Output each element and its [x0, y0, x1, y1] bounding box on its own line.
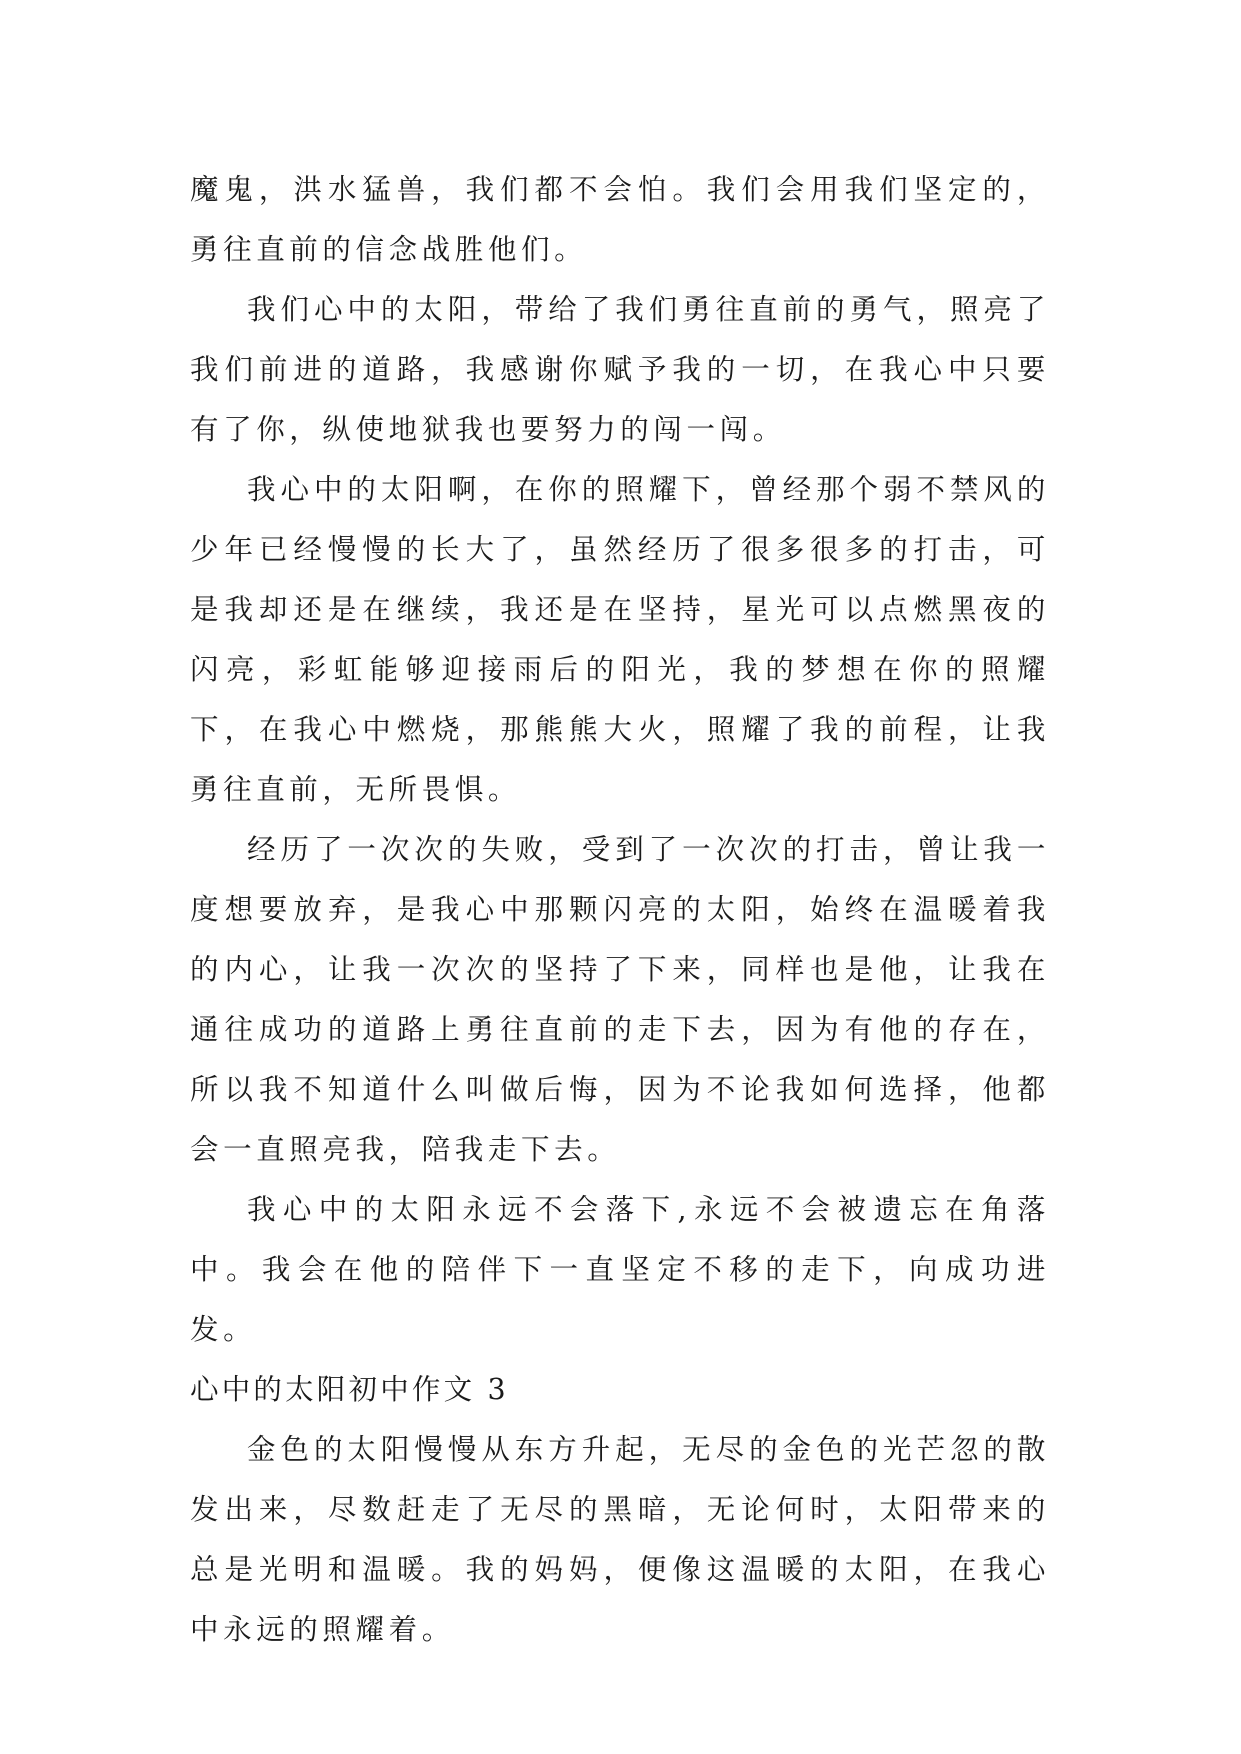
paragraph: 我心中的太阳啊，在你的照耀下，曾经那个弱不禁风的少年已经慢慢的长大了，虽然经历了很多很多的打击，可是我却还是在继续，我还是在坚持，星光可以点燃黑夜的闪亮，彩虹能够迎接雨后的阳光，我的梦想在你的照耀下，在我心中燃烧，那熊熊大火，照耀了我的前程，让我勇往直前，无所畏惧。: [190, 473, 1050, 806]
paragraph: 我们心中的太阳，带给了我们勇往直前的勇气，照亮了我们前进的道路，我感谢你赋予我的一切，在我心中只要有了你，纵使地狱我也要努力的闯一闯。: [190, 293, 1050, 446]
section-heading: 心中的太阳初中作文 3: [190, 1373, 509, 1406]
paragraph-continued: 魔鬼，洪水猛兽，我们都不会怕。我们会用我们坚定的，勇往直前的信念战胜他们。: [190, 173, 1050, 266]
paragraph: 我心中的太阳永远不会落下,永远不会被遗忘在角落中。我会在他的陪伴下一直坚定不移的走下，向成功进发。: [190, 1193, 1050, 1346]
paragraph: 金色的太阳慢慢从东方升起，无尽的金色的光芒忽的散发出来，尽数赶走了无尽的黑暗，无论何时，太阳带来的总是光明和温暖。我的妈妈，便像这温暖的太阳，在我心中永远的照耀着。: [190, 1433, 1050, 1646]
document-body: [190, 160, 1050, 1660]
paragraph: 经历了一次次的失败，受到了一次次的打击，曾让我一度想要放弃，是我心中那颗闪亮的太阳，始终在温暖着我的内心，让我一次次的坚持了下来，同样也是他，让我在通往成功的道路上勇往直前的走下去，因为有他的存在，所以我不知道什么叫做后悔，因为不论我如何选择，他都会一直照亮我，陪我走下去。: [190, 833, 1050, 1166]
